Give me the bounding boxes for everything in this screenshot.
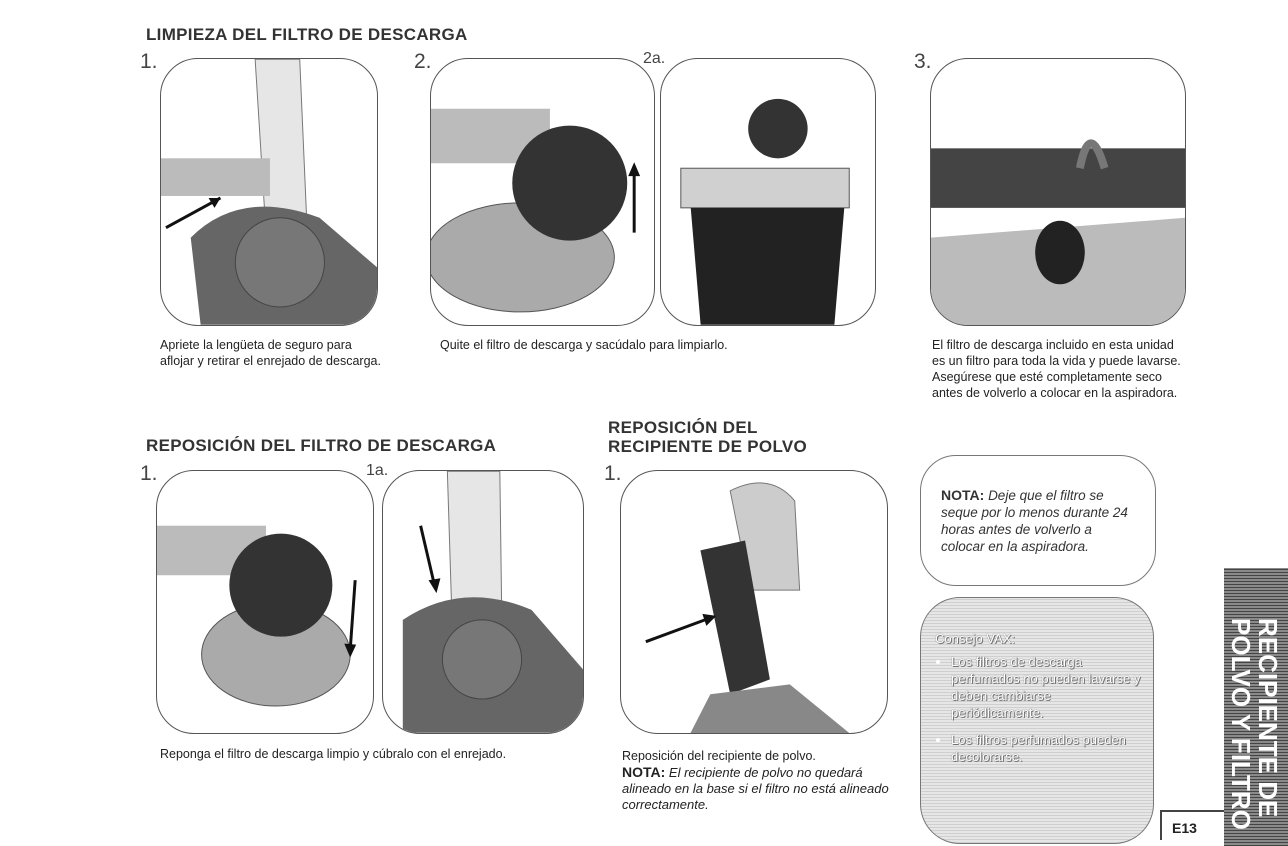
side-section-tab: [1224, 568, 1288, 846]
vax-tip-title: Consejo VAX:: [935, 631, 1015, 646]
step2-caption: Quite el filtro de descarga y sacúdalo para limpiarlo.: [440, 338, 728, 352]
section-title-line: REPOSICIÓN DEL: [608, 418, 758, 437]
vax-tip-list: [935, 653, 1145, 765]
vax-tip-content: [935, 630, 1145, 775]
step-number: 3.: [914, 50, 932, 73]
illustration-step2-remove-filter: [430, 58, 655, 326]
dust-bin-note-text: El recipiente de polvo no quedará alineado en la base si el filtro no está alineado correctamente.: [622, 765, 889, 812]
dust-bin-caption-block: [622, 748, 892, 813]
step-number: 1a.: [366, 462, 389, 479]
step-number: 2.: [414, 50, 432, 73]
step1-caption: Apriete la lengüeta de seguro para aflojar y retirar el enrejado de descarga.: [160, 338, 381, 368]
section-title-replace-filter: REPOSICIÓN DEL FILTRO DE DESCARGA: [146, 436, 497, 455]
note-text: Deje que el filtro se seque por lo menos durante 24 horas antes de volverlo a colocar en la aspiradora.: [941, 488, 1128, 554]
step-number: 1.: [140, 50, 158, 73]
page-number-rule: [1160, 810, 1224, 812]
dust-bin-note-label: NOTA:: [622, 764, 666, 780]
section-title-replace-dust-bin: [608, 418, 807, 456]
vax-tip-box: [920, 597, 1154, 844]
illustration-step1-release-tab: [160, 58, 378, 326]
dust-bin-note: [622, 764, 892, 813]
section-title-cleaning: LIMPIEZA DEL FILTRO DE DESCARGA: [146, 25, 468, 44]
dust-bin-caption: Reposición del recipiente de polvo.: [622, 749, 816, 763]
step-number: 1.: [604, 462, 622, 485]
note-box: [920, 455, 1156, 586]
vax-tip-item: • Los filtros de descarga perfumados no pueden lavarse y deben cambiarse periódicamente.: [951, 653, 1145, 721]
section-title-line: RECIPIENTE DE POLVO: [608, 437, 808, 456]
replace-filter-caption: Reponga el filtro de descarga limpio y cúbralo con el enrejado.: [160, 747, 507, 761]
step-number: 1.: [140, 462, 158, 485]
illustration-step2a-empty-bin: [660, 58, 876, 326]
side-tab-label: [1227, 618, 1281, 830]
illustration-replace-grille: [382, 470, 584, 734]
page-number: E13: [1172, 820, 1197, 836]
note-label: NOTA:: [941, 487, 985, 503]
step3-caption: El filtro de descarga incluido en esta unidad es un filtro para toda la vida y puede lavarse. Asegúrese que esté completamente seco antes de volverlo a colocar en la aspiradora.: [932, 338, 1181, 400]
note-content: [941, 487, 1136, 555]
illustration-replace-filter: [156, 470, 374, 734]
illustration-replace-dust-bin: [620, 470, 888, 734]
illustration-step3-wash-filter: [930, 58, 1186, 326]
side-tab-line: RECIPIENTE DE: [1253, 618, 1283, 818]
vax-tip-item: • Los filtros perfumados pueden decolorarse.: [951, 731, 1145, 765]
page-number-rule: [1160, 810, 1162, 840]
side-tab-line: POLVO Y FILTRO: [1226, 618, 1256, 830]
step-number: 2a.: [643, 50, 666, 67]
